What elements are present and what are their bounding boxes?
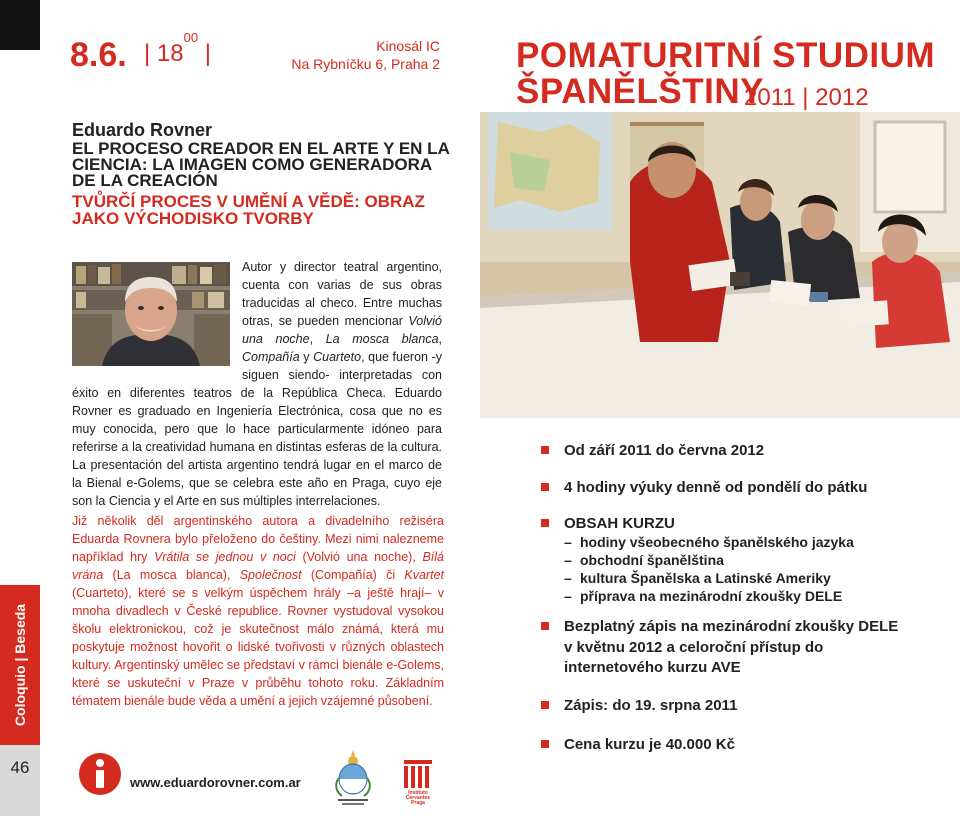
bio-czech-text-1: Již několik děl argentinského autora a divadelního režiséra Eduarda Rovnera bylo přeloženo do češtiny. Mezi nimi nalezneme například hry [72,514,444,564]
course-contents-heading: OBSAH KURZU [564,515,675,532]
event-header [40,0,480,112]
bio-spanish-sep-2: , [438,332,443,346]
bullet-contents [541,519,549,527]
section-label-text: Coloquio | Beseda [12,603,28,727]
bio-spanish-work-3: Compañía [242,350,300,364]
course-contents-item-text: kultura Španělska a Latinské Ameriky [580,570,831,586]
side-strip [0,0,40,816]
exam-line-1: Bezplatný zápis na mezinárodní zkoušky DELE [564,618,899,635]
course-title-line1: POMATURITNÍ STUDIUM [516,36,936,75]
speaker-name: Eduardo Rovner [72,120,213,140]
course-dates: Od září 2011 do června 2012 [564,442,765,459]
course-title-line2: ŠPANĚLŠTINY [516,72,764,111]
event-time: | $18^{00}$ | [144,30,211,67]
event-time-hour: 18 [156,40,184,67]
page-number: 46 [10,758,30,777]
cervantes-label-1: Instituto [408,790,428,796]
bio-czech-work-2: Bílá vrána [72,550,444,582]
strip-top-block [0,0,40,50]
bio-czech-orig-2: (La mosca blanca), [103,568,240,582]
exam-line-3: internetového kurzu AVE [564,659,741,676]
course-contents-item-text: hodiny všeobecného španělského jazyka [580,534,854,550]
bio-czech-work-3: Společnost [239,568,302,582]
course-contents-item: – obchodní španělština [564,552,724,568]
portrait-spacer [72,258,242,370]
instituto-cervantes-logo [402,760,434,806]
event-time-minutes: 00 [183,30,199,45]
bio-spanish-sep-1: , [309,332,326,346]
bio-spanish-work-1: Volvió una noche [242,314,442,346]
exam-line-2: v květnu 2012 a celoroční přístup do [564,639,824,656]
enrollment-deadline: Zápis: do 19. srpna 2011 [564,697,738,714]
bio-spanish-sep-3: y [299,350,314,364]
website-link[interactable]: www.eduardorovner.com.ar [130,775,301,790]
course-contents-item: – příprava na mezinárodní zkoušky DELE [564,588,843,604]
bio-spanish-work-2: La mosca blanca [325,332,439,346]
bio-czech-orig-1: (Volvió una noche), [295,550,423,564]
course-contents-item: – hodiny všeobecného španělského jazyka [564,534,854,550]
bullet-hours [541,483,549,491]
section-label [0,585,40,745]
bio-spanish-text-2: , que fueron -y siguen siendo- interpretadas con éxito en diferentes teatros de la República Checa. Eduardo Rovner es graduado en Ingeniería Electrónica, cosa que no es muy conocida, pero que lo hace particularmente idóneo para referirse a la creatividad humana en distintas esferas de la cultura. La presentación del artista argentino tendrá lugar en el marco de la Bienal e-Golems, que se celebra este año en Praga, cuyo eje son la Ciencia y el Arte en sus múltiples interrelaciones. [72,350,442,508]
page-number-block [0,745,40,816]
bio-spanish-work-4: Cuarteto [313,350,362,364]
bio-czech [72,512,444,710]
bio-czech-text-2: (Cuarteto), které se s velkým úspěchem hrály –a ještě hrají– v mnoha divadlech v České republice. Rovner vystudoval vysokou školu elektronickou, což je skutečnost málo známá, která mu poskytuje možnost hovořit o lidské tvořivosti v různých oblastech kultury. Argentinský umělec se představí v rámci bienále e-Golems, které se uskuteční v Praze v průběhu tohoto roku. Základním tématem bienále bude věda a umění a jejich vzájemné působení. [72,586,444,708]
bio-czech-orig-3: (Compañía) či [301,568,405,582]
course-hours: 4 hodiny výuky denně od pondělí do pátku [564,479,868,496]
bullet-enrollment [541,701,549,709]
course-header [480,0,960,112]
course-price: Cena kurzu je 40.000 Kč [564,736,735,753]
venue-name: Kinosál IC [376,38,440,54]
bio-spanish [72,258,443,508]
bio-czech-work-4: Kvartet [404,568,444,582]
cervantes-label-2: Cervantes [405,795,431,801]
course-contents-item-text: obchodní španělština [580,552,724,568]
info-icon [78,752,122,796]
course-contents-list [564,533,854,605]
bio-czech-work-1: Vrátila se jednou v noci [154,550,296,564]
bullet-exam [541,622,549,630]
argentina-seal-logo [330,748,376,808]
event-date: 8.6. [70,36,127,74]
course-years: 2011 | 2012 [744,84,869,111]
venue-address: Na Rybníčku 6, Praha 2 [291,56,440,72]
course-contents-item-text: příprava na mezinárodní zkoušky DELE [580,588,843,604]
classroom-photo [480,112,960,418]
lecture-title-spanish: EL PROCESO CREADOR EN EL ARTE Y EN LA CIENCIA: LA IMAGEN COMO GENERADORA DE LA CREACIÓN [72,139,450,190]
course-contents-item: – kultura Španělska a Latinské Ameriky [564,570,831,586]
bullet-dates [541,446,549,454]
bullet-price [541,740,549,748]
bio-spanish-text-1: Autor y director teatral argentino, cuenta con varias de sus obras traducidas al checo. Entre muchas otras, se pueden mencionar [242,260,442,328]
lecture-title-czech: TVŮRČÍ PROCES V UMĚNÍ A VĚDĚ: OBRAZ JAKO VÝCHODISKO TVORBY [72,192,425,228]
cervantes-label-3: Praga [411,800,425,806]
